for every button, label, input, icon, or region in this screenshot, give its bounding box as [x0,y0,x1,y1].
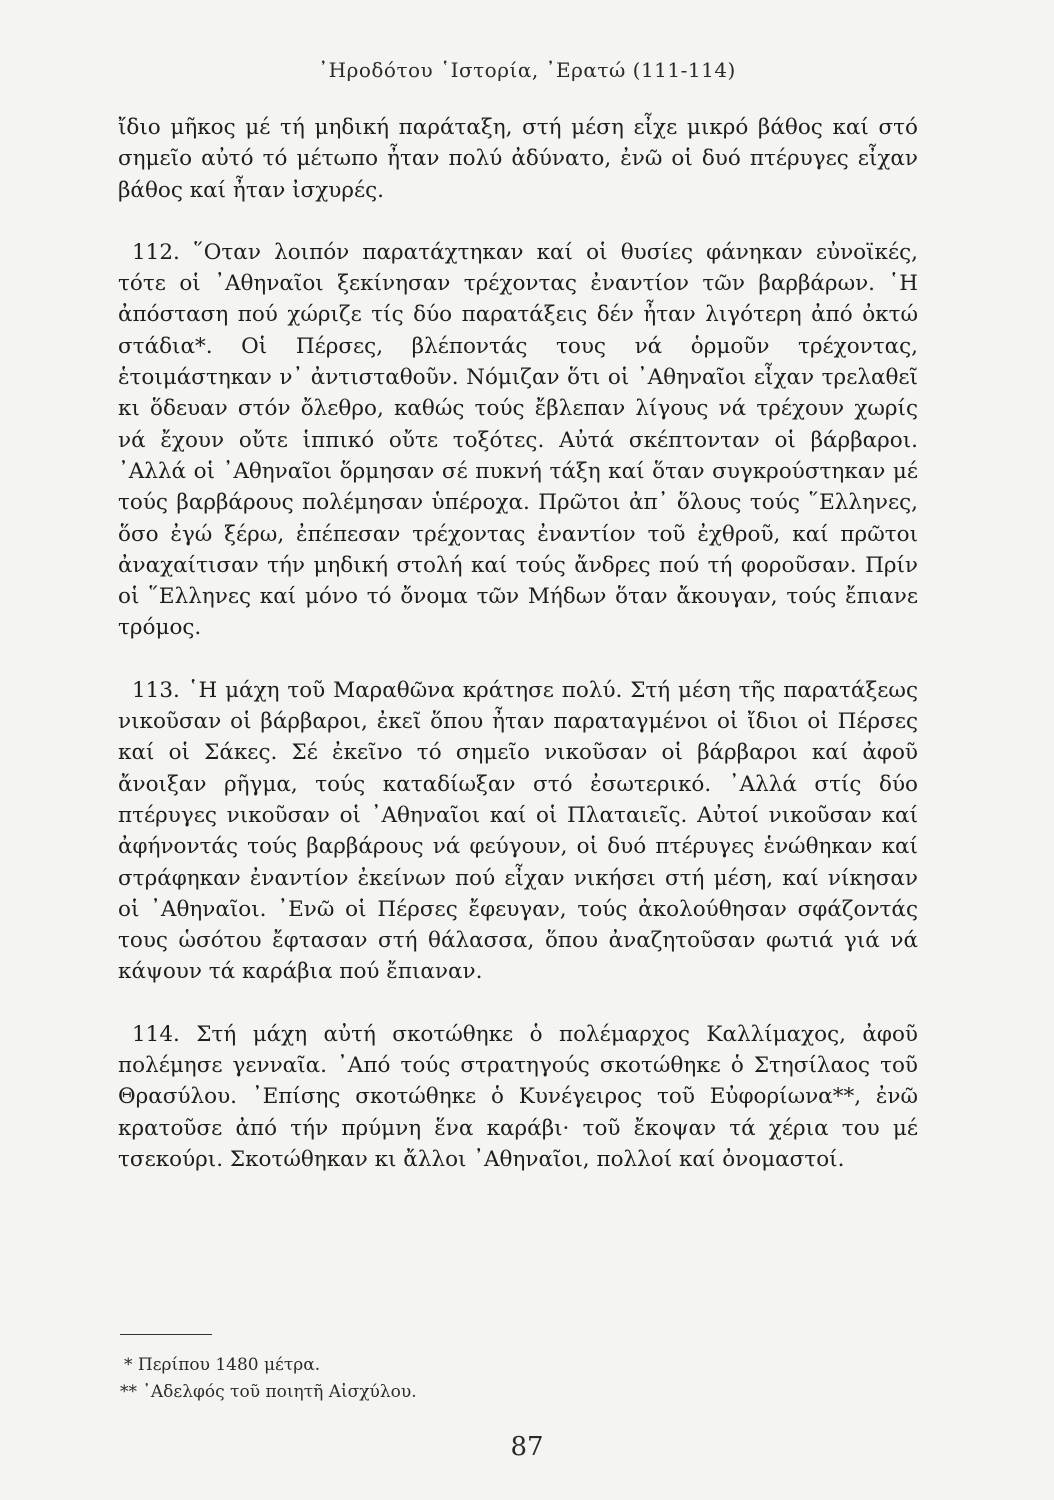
paragraph-113-text: 113. ῾Η μάχη τοῦ Μαραθῶνα κράτησε πολύ. Στή μέση τῆς παρατάξεως νικοῦσαν οἱ βάρβαροι, ἐκεῖ ὅπου ἦταν παραταγμένοι οἱ ἴδιοι οἱ Πέρσες καί οἱ Σάκες. Σέ ἐκεῖνο τό σημεῖο νικοῦσαν οἱ βάρβαροι καί ἀφοῦ ἄνοιξαν ρῆγμα, τούς καταδίωξαν στό ἐσωτερικό. ᾿Αλλά στίς δύο πτέρυγες νικοῦσαν οἱ ᾿Αθηναῖοι καί οἱ Πλαταιεῖς. Αὐτοί νικοῦσαν καί ἀφήνοντάς τούς βαρβάρους νά φεύγουν, οἱ δυό πτέρυγες ἑνώθηκαν καί στράφηκαν ἐναντίον ἐκείνων πού εἶχαν νικήσει στή μέση, καί νίκησαν οἱ ᾿Αθηναῖοι. ᾿Ενῶ οἱ Πέρσες ἔφευγαν, τούς ἀκολούθησαν σφάζοντάς τους ὡσότου ἔφτασαν στή θάλασσα, ὅπου ἀναζητοῦσαν φωτιά γιά νά κάψουν τά καράβια πού ἔπιαναν. [118,677,918,985]
footnote-2: ** ᾿Αδελφός τοῦ ποιητῆ Αἰσχύλου. [120,1382,417,1402]
paragraph-113 [118,675,918,988]
paragraph-112-text: 112. ῞Οταν λοιπόν παρατάχτηκαν καί οἱ θυσίες φάνηκαν εὐνοϊκές, τότε οἱ ᾿Αθηναῖοι ξεκίνησαν τρέχοντας ἐναντίον τῶν βαρβάρων. ῾Η ἀπόσταση πού χώριζε τίς δύο παρατάξεις δέν ἦταν λιγότερη ἀπό ὀκτώ στάδια*. Οἱ Πέρσες, βλέποντάς τους νά ὁρμοῦν τρέχοντας, ἑτοιμάστηκαν ν᾿ ἀντισταθοῦν. Νόμιζαν ὅτι οἱ ᾿Αθηναῖοι εἶχαν τρελαθεῖ κι ὅδευαν στόν ὄλεθρο, καθώς τούς ἔβλεπαν λίγους νά τρέχουν χωρίς νά ἔχουν οὔτε ἱππικό οὔτε τοξότες. Αὐτά σκέπτονταν οἱ βάρβαροι. ᾿Αλλά οἱ ᾿Αθηναῖοι ὅρμησαν σέ πυκνή τάξη καί ὅταν συγκρούστηκαν μέ τούς βαρβάρους πολέμησαν ὑπέροχα. Πρῶτοι ἀπ᾿ ὅλους τούς ῞Ελληνες, ὅσο ἐγώ ξέρω, ἐπέπεσαν τρέχοντας ἐναντίον τοῦ ἐχθροῦ, καί πρῶτοι ἀναχαίτισαν τήν μηδική στολή καί τούς ἄνδρες πού τή φοροῦσαν. Πρίν οἱ ῞Ελληνες καί μόνο τό ὄνομα τῶν Μήδων ὅταν ἄκουγαν, τούς ἔπιανε τρόμος. [118,239,918,641]
page-number: 87 [510,1432,544,1462]
footnote-1: * Περίπου 1480 μέτρα. [124,1355,321,1375]
paragraph-114 [118,1019,918,1175]
footnotes [120,1352,417,1406]
paragraph-114-text: 114. Στή μάχη αὐτή σκοτώθηκε ὁ πολέμαρχος Καλλίμαχος, ἀφοῦ πολέμησε γενναῖα. ᾿Από τούς στρατηγούς σκοτώθηκε ὁ Στησίλαος τοῦ Θρασύλου. ᾿Επίσης σκοτώθηκε ὁ Κυνέγειρος τοῦ Εὐφορίωνα**, ἐνῶ κρατοῦσε ἀπό τήν πρύμνη ἕνα καράβι· τοῦ ἔκοψαν τά χέρια του μέ τσεκούρι. Σκοτώθηκαν κι ἄλλοι ᾿Αθηναῖοι, πολλοί καί ὀνομαστοί. [118,1021,918,1172]
footnote-rule [120,1334,212,1335]
paragraph-continuation: ἴδιο μῆκος μέ τή μηδική παράταξη, στή μέση εἶχε μικρό βάθος καί στό σημεῖο αὐτό τό μέτωπο ἦταν πολύ ἀδύνατο, ἐνῶ οἱ δυό πτέρυγες εἶχαν βάθος καί ἦταν ἰσχυρές. [118,115,918,203]
paragraph-112 [118,237,918,644]
body-text [118,112,918,1175]
running-head: ᾿Ηροδότου ῾Ιστορία, ᾿Ερατώ (111-114) [318,58,736,82]
